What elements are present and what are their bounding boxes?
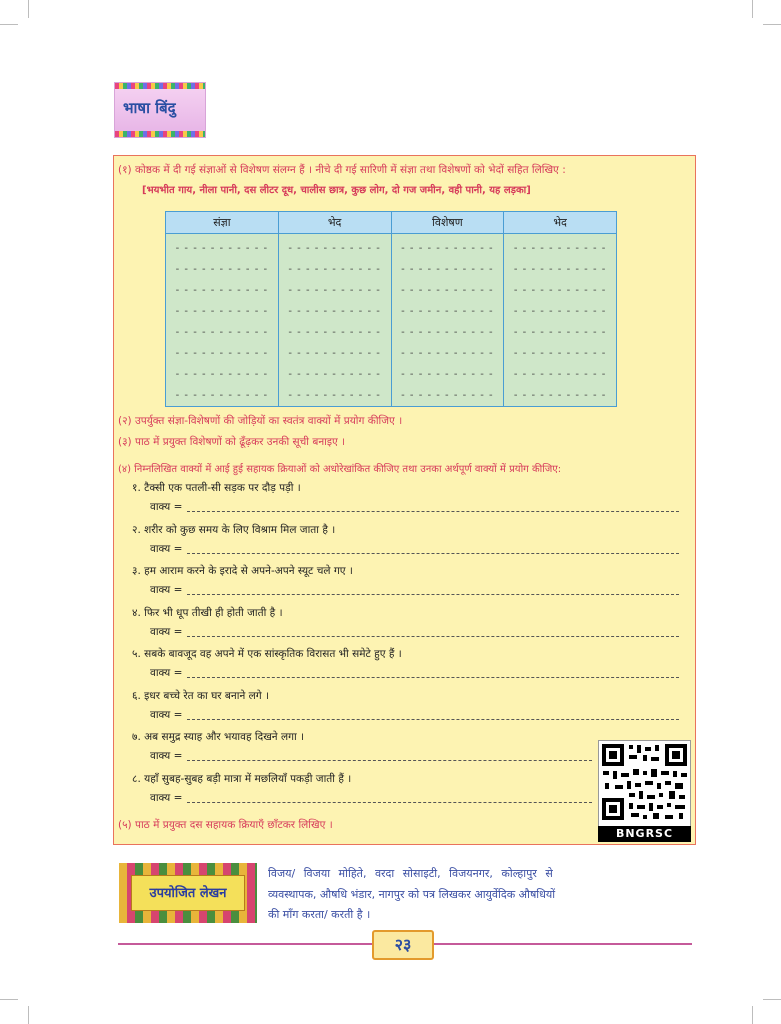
blank-line: - - - - - - - - - - - xyxy=(513,390,607,401)
crop-mark xyxy=(752,0,753,18)
decorative-ribbon xyxy=(115,83,205,89)
table-header: विशेषण xyxy=(391,212,504,234)
blank-line: - - - - - - - - - - - xyxy=(288,306,381,317)
crop-mark xyxy=(752,1006,753,1024)
blank-line: - - - - - - - - - - - xyxy=(513,243,607,254)
footer-rule xyxy=(434,943,692,945)
qr-code-label: BNGRSC xyxy=(598,826,691,842)
section-heading: भाषा बिंदु xyxy=(123,99,176,117)
blank-line: - - - - - - - - - - - xyxy=(175,327,269,338)
sentence-item: ५. सबके बावजूद वह अपने में एक सांस्कृतिक विरासत भी समेटे हुए हैं । xyxy=(132,648,402,660)
applied-writing-line: विजय/ विजया मोहिते, वरदा सोसाइटी, विजयनगर, कोल्हापुर से xyxy=(268,867,553,880)
blank-line: - - - - - - - - - - - xyxy=(288,285,381,296)
answer-line[interactable] xyxy=(187,677,679,678)
blank-line: - - - - - - - - - - - xyxy=(513,327,607,338)
table-column[interactable] xyxy=(391,234,504,407)
blank-line: - - - - - - - - - - - xyxy=(401,306,494,317)
table-column[interactable] xyxy=(278,234,391,407)
blank-line: - - - - - - - - - - - xyxy=(175,390,269,401)
sentence-item: ६. इधर बच्चे रेत का घर बनाने लगे । xyxy=(132,690,269,702)
blank-line: - - - - - - - - - - - xyxy=(175,243,269,254)
crop-mark xyxy=(28,1006,29,1024)
blank-line: - - - - - - - - - - - xyxy=(175,306,269,317)
blank-line: - - - - - - - - - - - xyxy=(175,348,269,359)
blank-line: - - - - - - - - - - - xyxy=(175,369,269,380)
answer-line[interactable] xyxy=(187,636,679,637)
blank-line: - - - - - - - - - - - xyxy=(401,327,494,338)
applied-writing-line: की माँग करता/ करती है । xyxy=(268,908,371,921)
noun-adjective-table xyxy=(165,211,617,407)
answer-line[interactable] xyxy=(187,553,679,554)
qr-code-icon xyxy=(599,741,690,823)
blank-line: - - - - - - - - - - - xyxy=(288,327,381,338)
blank-line: - - - - - - - - - - - xyxy=(288,390,381,401)
page-number-badge xyxy=(372,930,434,960)
answer-line[interactable] xyxy=(187,802,592,803)
answer-label: वाक्य = xyxy=(150,792,183,804)
crop-mark xyxy=(763,24,781,25)
table-column[interactable] xyxy=(504,234,617,407)
answer-label: वाक्य = xyxy=(150,501,183,513)
answer-label: वाक्य = xyxy=(150,584,183,596)
answer-label: वाक्य = xyxy=(150,626,183,638)
blank-line: - - - - - - - - - - - xyxy=(401,264,494,275)
blank-line: - - - - - - - - - - - xyxy=(401,243,494,254)
answer-line[interactable] xyxy=(187,719,679,720)
table-header: संज्ञा xyxy=(166,212,279,234)
blank-line: - - - - - - - - - - - xyxy=(401,285,494,296)
answer-label: वाक्य = xyxy=(150,709,183,721)
section-heading-badge xyxy=(114,82,206,138)
answer-line[interactable] xyxy=(187,594,679,595)
sentence-item: १. टैक्सी एक पतली-सी सड़क पर दौड़ पड़ी । xyxy=(132,482,301,494)
question-5: (५) पाठ में प्रयुक्त दस सहायक क्रियाएँ छाँटकर लिखिए । xyxy=(118,819,333,831)
applied-writing-badge xyxy=(119,863,257,923)
blank-line: - - - - - - - - - - - xyxy=(401,369,494,380)
blank-line: - - - - - - - - - - - xyxy=(513,285,607,296)
crop-mark xyxy=(0,999,18,1000)
page-number: २३ xyxy=(394,935,412,954)
question-4: (४) निम्नलिखित वाक्यों में आई हुई सहायक क्रियाओं को अधोरेखांकित कीजिए तथा उनका अर्थपूर्ण वाक्यों में प्रयोग कीजिए: xyxy=(118,464,562,475)
blank-line: - - - - - - - - - - - xyxy=(175,264,269,275)
blank-line: - - - - - - - - - - - xyxy=(513,348,607,359)
blank-line: - - - - - - - - - - - xyxy=(513,306,607,317)
footer-rule xyxy=(118,943,372,945)
question-2: (२) उपर्युक्त संज्ञा-विशेषणों की जोड़ियों का स्वतंत्र वाक्यों में प्रयोग कीजिए । xyxy=(118,415,403,427)
blank-line: - - - - - - - - - - - xyxy=(513,264,607,275)
sentence-item: ७. अब समुद्र स्याह और भयावह दिखने लगा । xyxy=(132,731,305,743)
blank-line: - - - - - - - - - - - xyxy=(288,348,381,359)
sentence-item: ४. फिर भी धूप तीखी ही होती जाती है । xyxy=(132,607,283,619)
answer-label: वाक्य = xyxy=(150,543,183,555)
crop-mark xyxy=(763,999,781,1000)
badge-inner xyxy=(131,875,245,911)
answer-line[interactable] xyxy=(187,511,679,512)
question-1: (१) कोष्ठक में दी गई संज्ञाओं से विशेषण संलग्न हैं । नीचे दी गई सारिणी में संज्ञा तथा विशेषणों को भेदों सहित लिखिए : xyxy=(118,164,566,176)
sentence-item: ३. हम आराम करने के इरादे से अपने-अपने स्यूट चले गए । xyxy=(132,565,353,577)
table-header: भेद xyxy=(504,212,617,234)
blank-line: - - - - - - - - - - - xyxy=(401,348,494,359)
question-1-examples: [भयभीत गाय, नीला पानी, दस लीटर दूध, चालीस छात्र, कुछ लोग, दो गज जमीन, वही पानी, यह लड़का] xyxy=(142,185,531,196)
crop-mark xyxy=(0,24,18,25)
table-column[interactable] xyxy=(166,234,279,407)
decorative-ribbon xyxy=(115,131,205,137)
table-header: भेद xyxy=(278,212,391,234)
qr-code[interactable] xyxy=(598,740,691,833)
blank-line: - - - - - - - - - - - xyxy=(288,369,381,380)
question-3: (३) पाठ में प्रयुक्त विशेषणों को ढूँढ़कर उनकी सूची बनाइए । xyxy=(118,436,346,448)
applied-writing-title: उपयोजित लेखन xyxy=(149,886,227,901)
blank-line: - - - - - - - - - - - xyxy=(513,369,607,380)
sentence-item: २. शरीर को कुछ समय के लिए विश्राम मिल जाता है । xyxy=(132,524,336,536)
crop-mark xyxy=(28,0,29,18)
blank-line: - - - - - - - - - - - xyxy=(288,243,381,254)
blank-line: - - - - - - - - - - - xyxy=(175,285,269,296)
applied-writing-line: व्यवस्थापक, औषधि भंडार, नागपुर को पत्र लिखकर आयुर्वेदिक औषधियों xyxy=(268,888,556,901)
answer-label: वाक्य = xyxy=(150,750,183,762)
answer-line[interactable] xyxy=(187,760,592,761)
blank-line: - - - - - - - - - - - xyxy=(288,264,381,275)
sentence-item: ८. यहाँ सुबह-सुबह बड़ी मात्रा में मछलियाँ पकड़ी जाती हैं । xyxy=(132,773,352,785)
answer-label: वाक्य = xyxy=(150,667,183,679)
blank-line: - - - - - - - - - - - xyxy=(401,390,494,401)
